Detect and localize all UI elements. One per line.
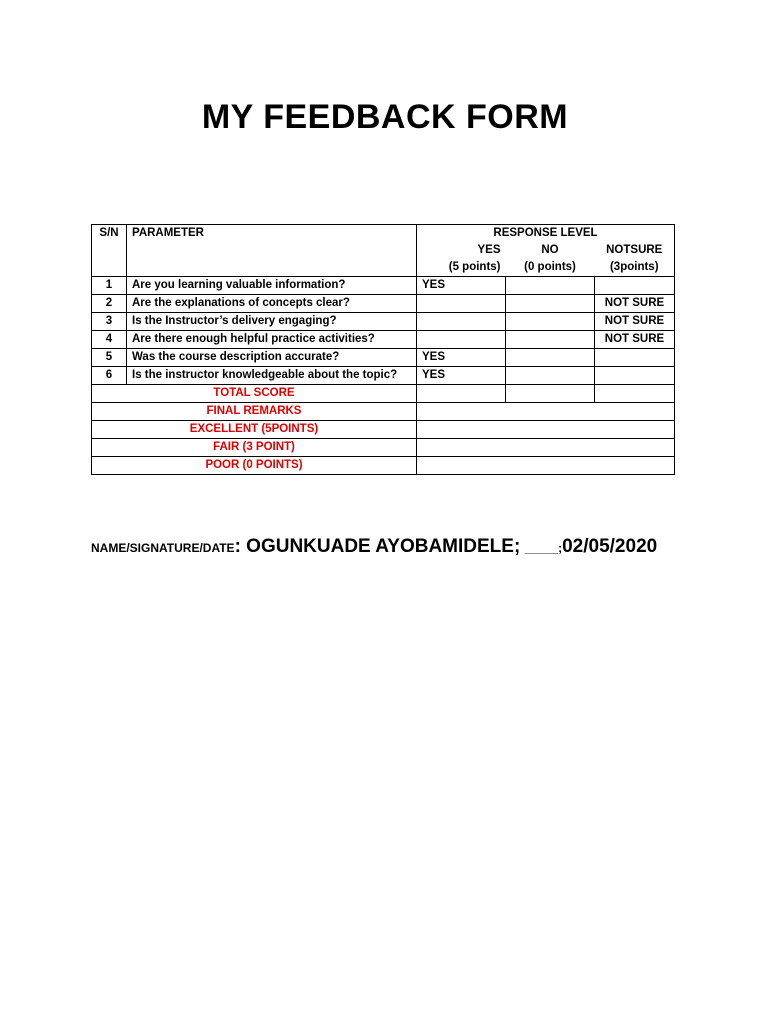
row-sn: 5 — [92, 349, 127, 367]
table-row — [92, 313, 675, 331]
row-no — [506, 313, 595, 331]
row-parameter: Is the Instructor’s delivery engaging? — [127, 313, 417, 331]
summary-row — [92, 385, 675, 403]
row-notsure — [595, 349, 675, 367]
header-row-3 — [92, 259, 675, 277]
header-notsure: NOTSURE — [595, 242, 675, 259]
row-sn: 2 — [92, 295, 127, 313]
poor-label: POOR (0 POINTS) — [92, 457, 417, 475]
header-response-level: RESPONSE LEVEL — [417, 225, 675, 243]
row-notsure — [595, 277, 675, 295]
final-remarks-label: FINAL REMARKS — [92, 403, 417, 421]
header-parameter: PARAMETER — [127, 225, 417, 243]
row-notsure: NOT SURE — [595, 331, 675, 349]
row-yes: YES — [417, 367, 506, 385]
row-sn: 3 — [92, 313, 127, 331]
row-yes — [417, 295, 506, 313]
row-notsure: NOT SURE — [595, 313, 675, 331]
row-yes — [417, 331, 506, 349]
table-row — [92, 277, 675, 295]
row-notsure — [595, 367, 675, 385]
header-yes-points: (5 points) — [417, 259, 506, 277]
row-notsure: NOT SURE — [595, 295, 675, 313]
fair-label: FAIR (3 POINT) — [92, 439, 417, 457]
header-row-1 — [92, 225, 675, 243]
header-row-2 — [92, 242, 675, 259]
row-no — [506, 277, 595, 295]
row-no — [506, 367, 595, 385]
summary-row — [92, 421, 675, 439]
row-parameter: Is the instructor knowledgeable about the topic? — [127, 367, 417, 385]
signature-label: NAME/SIGNATURE/DATE — [91, 541, 235, 555]
row-yes — [417, 313, 506, 331]
header-no-points: (0 points) — [506, 259, 595, 277]
row-parameter: Are the explanations of concepts clear? — [127, 295, 417, 313]
header-notsure-points: (3points) — [595, 259, 675, 277]
signature-name: OGUNKUADE AYOBAMIDELE; — [246, 536, 521, 557]
header-yes: YES — [417, 242, 506, 259]
excellent-label: EXCELLENT (5POINTS) — [92, 421, 417, 439]
table-row — [92, 331, 675, 349]
row-sn: 4 — [92, 331, 127, 349]
row-yes: YES — [417, 277, 506, 295]
row-no — [506, 331, 595, 349]
row-parameter: Was the course description accurate? — [127, 349, 417, 367]
feedback-table — [91, 224, 675, 475]
table-row — [92, 367, 675, 385]
row-sn: 1 — [92, 277, 127, 295]
signature-blank: _____ — [524, 541, 559, 555]
summary-row — [92, 439, 675, 457]
row-parameter: Are you learning valuable information? — [127, 277, 417, 295]
total-score-label: TOTAL SCORE — [92, 385, 417, 403]
signature-date: 02/05/2020 — [562, 536, 658, 557]
row-no — [506, 295, 595, 313]
summary-row — [92, 403, 675, 421]
row-sn: 6 — [92, 367, 127, 385]
row-yes: YES — [417, 349, 506, 367]
summary-row — [92, 457, 675, 475]
row-no — [506, 349, 595, 367]
header-sn: S/N — [92, 225, 127, 243]
header-no: NO — [541, 244, 559, 256]
row-parameter: Are there enough helpful practice activities? — [127, 331, 417, 349]
table-row — [92, 349, 675, 367]
table-row — [92, 295, 675, 313]
signature-line: NAME/SIGNATURE/DATE: OGUNKUADE AYOBAMIDELE; _____;02/05/2020 — [91, 536, 658, 557]
form-title: MY FEEDBACK FORM — [201, 98, 569, 136]
